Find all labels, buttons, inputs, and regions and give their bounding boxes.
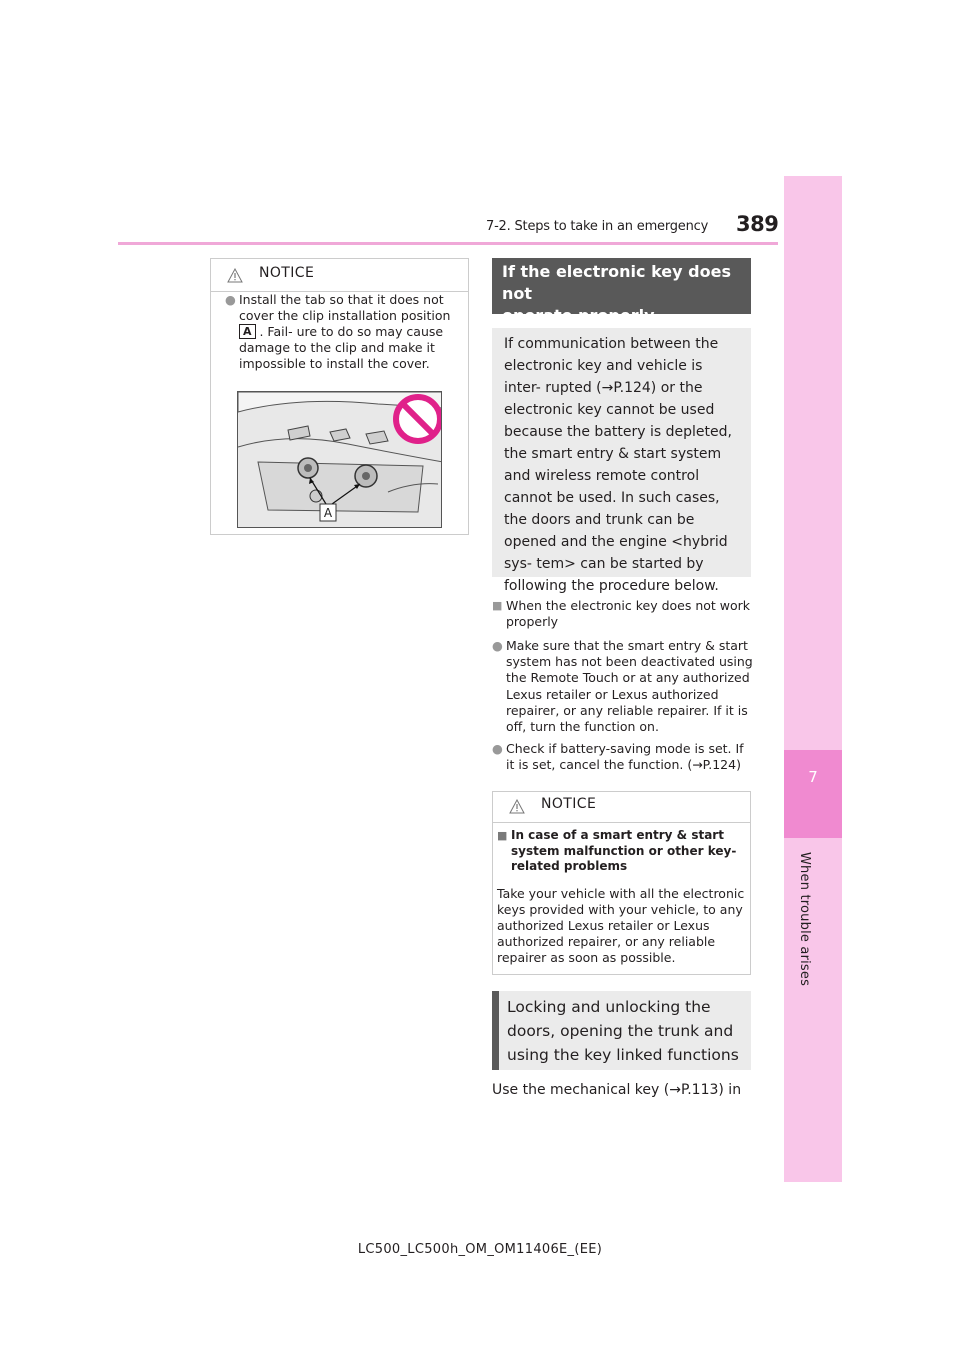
square-bullet-icon: ■ <box>497 829 508 842</box>
bullet-icon: ● <box>492 638 503 653</box>
notice-text-after: . Fail- ure to do so may cause damage to the clip and make it impossible to install the cover. <box>239 324 444 371</box>
list-item-text: Check if battery-saving mode is set. If it is set, cancel the function. (→P.124) <box>506 741 744 773</box>
callout-marker-a: A <box>239 324 256 339</box>
section-title: 7-2. Steps to take in an emergency <box>486 219 709 234</box>
notice-body: Take your vehicle with all the electronic keys provided with your vehicle, to any authorized Lexus retailer or Lexus authorized repairer, or any reliable repairer as soon as possible. <box>497 886 745 965</box>
clip-illustration <box>237 391 442 528</box>
chapter-title: When trouble arises <box>797 852 812 987</box>
list-item <box>492 638 754 735</box>
chapter-tab-active[interactable] <box>784 750 842 838</box>
chapter-side-tab <box>784 176 842 1182</box>
notice-text-before: Install the tab so that it does not cover the clip installation position <box>239 292 451 323</box>
page-number: 389 <box>736 212 779 236</box>
square-bullet-icon: ■ <box>492 599 503 612</box>
subheading-key-not-working <box>492 598 752 630</box>
notice-label: NOTICE <box>541 796 597 812</box>
notice-divider <box>493 822 750 823</box>
illustration-callout-a: A <box>323 506 333 520</box>
subheading-text: When the electronic key does not work properly <box>506 598 751 629</box>
notice-text <box>225 292 465 372</box>
chapter-number: 7 <box>808 768 818 786</box>
bullet-icon: ● <box>225 292 236 307</box>
page-footer: LC500_LC500h_OM_OM11406E_(EE) <box>357 1242 603 1257</box>
clip-illustration-drawing <box>238 392 442 528</box>
intro-text-box: If communication between the electronic key and vehicle is inter- rupted (→P.124) or the electronic key cannot be used because the battery is depleted, the smart entry & start system and wireless remote control cannot be used. In such cases, the doors and trunk can be opened and the engine <hybrid sys- tem> can be started by following the procedure below. <box>492 328 751 577</box>
warning-triangle-icon <box>227 268 243 283</box>
notice-subheading-text: In case of a smart entry & start system malfunction or other key-related problems <box>511 828 737 873</box>
notice-box-key-problems <box>492 791 751 975</box>
body-paragraph: Use the mechanical key (→P.113) in <box>492 1082 742 1098</box>
list-item-text: Make sure that the smart entry & start system has not been deactivated using the Remote Touch or at any authorized Lexus retailer or Lexus authorized repairer, or any reliable repairer. If it is off, turn the function on. <box>506 638 753 735</box>
list-item <box>492 741 754 773</box>
header-rule <box>118 242 778 245</box>
section-heading-key-not-operating <box>492 258 751 325</box>
section-heading-locking-unlocking: Locking and unlocking the doors, opening the trunk and using the key linked functions <box>492 991 751 1070</box>
warning-triangle-icon <box>509 799 525 814</box>
section-heading-line2: operate properly <box>502 306 655 325</box>
notice-subheading <box>497 828 747 875</box>
bullet-icon: ● <box>492 741 503 756</box>
section-heading-line1: If the electronic key does not <box>502 262 731 303</box>
notice-header <box>493 792 750 824</box>
notice-label: NOTICE <box>259 265 315 281</box>
notice-header <box>211 259 468 291</box>
